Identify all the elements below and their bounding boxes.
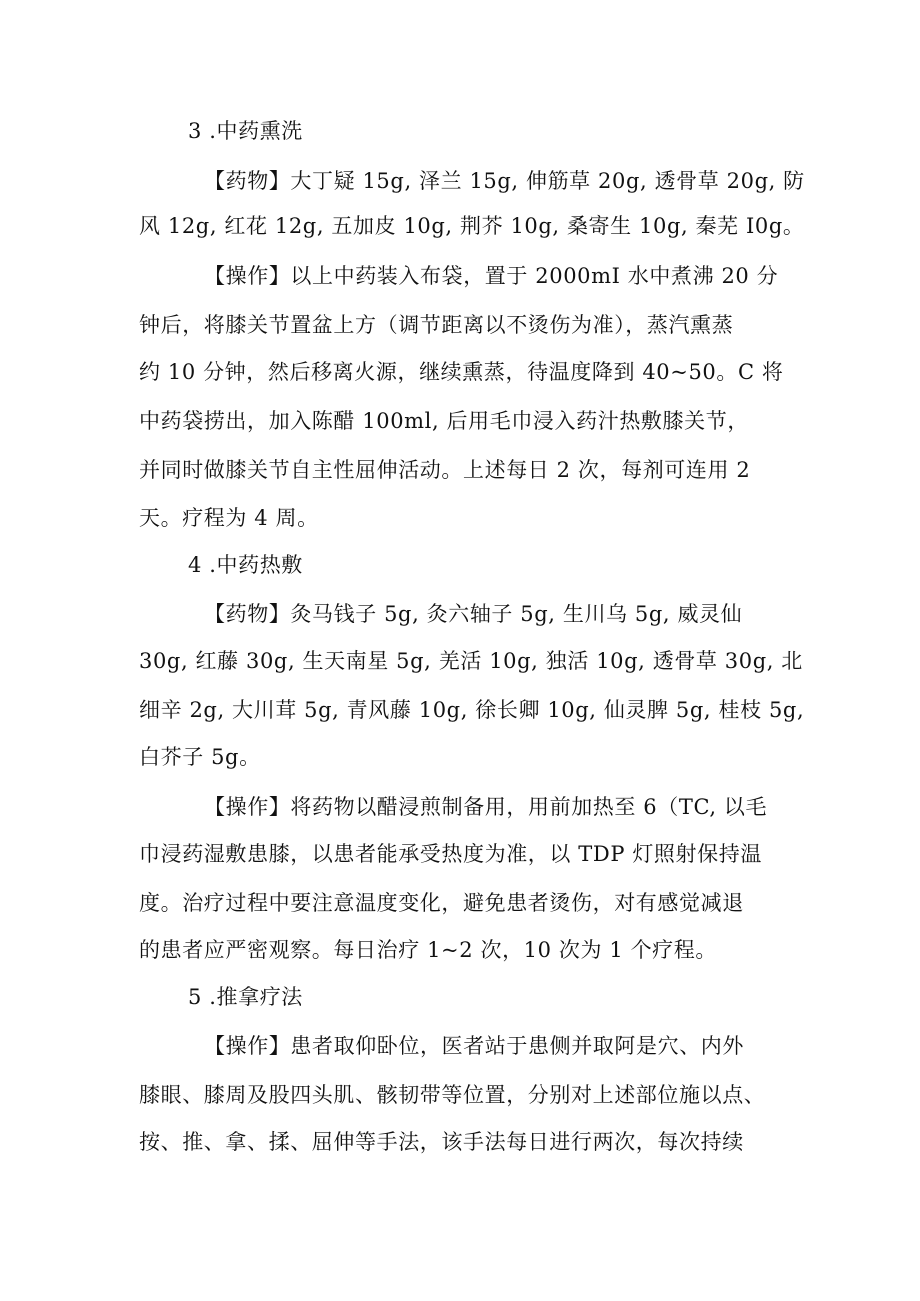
paragraph-line: 【药物】大丁疑 15g, 泽兰 15g, 伸筋草 20g, 透骨草 20g, 防: [204, 169, 805, 193]
section-heading-fumigation: 3 .中药熏洗: [188, 119, 303, 143]
paragraph-line: 钟后，将膝关节置盆上方（调节距离以不烫伤为准），蒸汽熏蒸: [139, 313, 734, 337]
paragraph-line: 膝眼、膝周及股四头肌、骸韧带等位置，分别对上述部位施以点、: [139, 1083, 766, 1107]
paragraph-line: 风 12g, 红花 12g, 五加皮 10g, 荆芥 10g, 桑寄生 10g, 秦芜 I0g。: [139, 214, 805, 238]
section-heading-tuina: 5 .推拿疗法: [188, 985, 303, 1009]
paragraph-line: 【操作】患者取仰卧位，医者站于患侧并取阿是穴、内外: [204, 1034, 744, 1058]
section-heading-hot-compress: 4 .中药热敷: [188, 553, 303, 577]
paragraph-line: 【药物】灸马钱子 5g, 灸六轴子 5g, 生川乌 5g, 威灵仙: [204, 602, 743, 626]
paragraph-line: 巾浸药湿敷患膝，以患者能承受热度为准，以 TDP 灯照射保持温: [139, 842, 762, 866]
paragraph-line: 的患者应严密观察。每日治疗 1~2 次，10 次为 1 个疗程。: [139, 938, 717, 962]
paragraph-line: 30g, 红藤 30g, 生天南星 5g, 羌活 10g, 独活 10g, 透骨草 30g, 北: [139, 649, 803, 673]
paragraph-line: 并同时做膝关节自主性屈伸活动。上述每日 2 次，每剂可连用 2: [139, 458, 751, 482]
paragraph-line: 天。疗程为 4 周。: [139, 506, 319, 530]
paragraph-line: 细辛 2g, 大川茸 5g, 青风藤 10g, 徐长卿 10g, 仙灵脾 5g, 桂枝 5g,: [139, 698, 805, 722]
paragraph-line: 度。治疗过程中要注意温度变化，避免患者烫伤，对有感觉减退: [139, 891, 744, 915]
paragraph-line: 中药袋捞出，加入陈醋 100ml, 后用毛巾浸入药汁热敷膝关节，: [139, 409, 749, 433]
paragraph-line: 约 10 分钟，然后移离火源，继续熏蒸，待温度降到 40~50。C 将: [139, 360, 784, 384]
paragraph-line: 【操作】将药物以醋浸煎制备用，用前加热至 6（TC, 以毛: [204, 795, 768, 819]
paragraph-line: 白芥子 5g。: [139, 745, 261, 769]
paragraph-line: 【操作】以上中药装入布袋，置于 2000mI 水中煮沸 20 分: [204, 264, 779, 288]
paragraph-line: 按、推、拿、揉、屈伸等手法，该手法每日进行两次，每次持续: [139, 1130, 744, 1154]
